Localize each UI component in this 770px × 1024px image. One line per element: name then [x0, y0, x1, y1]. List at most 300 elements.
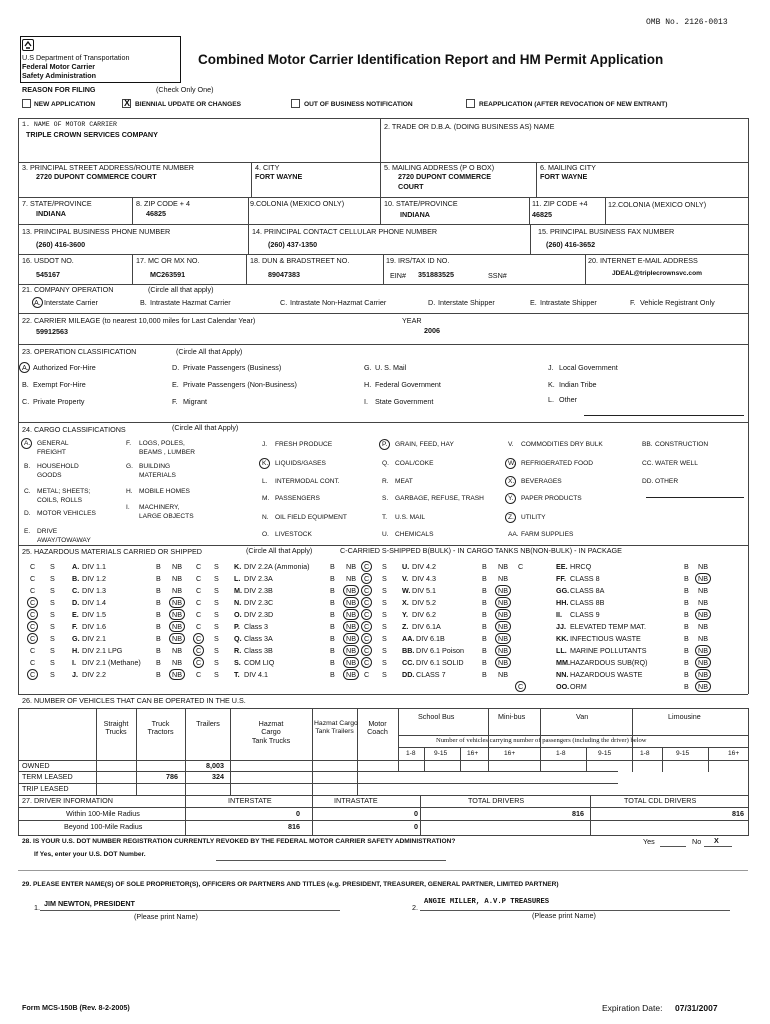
- cargo-key-24[interactable]: Y.: [508, 495, 514, 502]
- haz-col3-b-4[interactable]: B: [482, 610, 487, 619]
- haz-col4-nb-5[interactable]: NB: [698, 622, 708, 631]
- f8-label: 8. ZIP CODE + 4: [136, 199, 190, 208]
- haz-col1-label-7: DIV 2.1 LPG: [82, 646, 123, 655]
- haz-col3-c-2[interactable]: C: [364, 586, 370, 595]
- cargo-label-3: MOTOR VEHICLES: [37, 510, 96, 517]
- haz-col3-c-8[interactable]: C: [364, 658, 370, 667]
- haz-col3-s-7[interactable]: S: [382, 646, 387, 655]
- col-school-bus: School Bus: [418, 712, 455, 721]
- haz-col2-b-3[interactable]: B: [330, 598, 335, 607]
- haz-col4-nb-10[interactable]: NB: [698, 682, 708, 691]
- cargo-label-21: COMMODITIES DRY BULK: [521, 441, 603, 448]
- mailing-address-field-line1[interactable]: 2720 DUPONT COMMERCE: [398, 172, 492, 181]
- haz-col2-b-9[interactable]: B: [330, 670, 335, 679]
- reason-label: REASON FOR FILING: [22, 85, 96, 94]
- year-label: YEAR: [402, 316, 422, 325]
- cargo-label-9: FRESH PRODUCE: [275, 441, 333, 448]
- haz-col1-nb-1[interactable]: NB: [172, 574, 182, 583]
- usdot-field[interactable]: 545167: [36, 270, 60, 279]
- haz-col3-key-5: Z.: [402, 622, 409, 631]
- op23-label-1: Exempt For-Hire: [33, 380, 86, 389]
- haz-col1-s-6[interactable]: S: [50, 634, 55, 643]
- mailing-state-field[interactable]: INDIANA: [400, 210, 430, 219]
- haz-col2-nb-6[interactable]: NB: [346, 634, 356, 643]
- haz-col3-b-7[interactable]: B: [482, 646, 487, 655]
- haz-col2-s-8[interactable]: S: [214, 658, 219, 667]
- haz-col2-b-2[interactable]: B: [330, 586, 335, 595]
- haz-col3-label-4: DIV 6.2: [412, 610, 436, 619]
- op23-key-10[interactable]: K.: [548, 380, 555, 389]
- cargo-key-16[interactable]: Q.: [382, 460, 389, 467]
- haz-col2-s-3[interactable]: S: [214, 598, 219, 607]
- haz-col1-nb-0[interactable]: NB: [172, 562, 182, 571]
- cargo-key-6[interactable]: G.: [126, 463, 133, 470]
- haz-col4-nb-1[interactable]: NB: [698, 574, 708, 583]
- cargo-key-11[interactable]: L.: [262, 478, 268, 485]
- haz-col3-nb-5[interactable]: NB: [498, 622, 508, 631]
- haz-col1-nb-3[interactable]: NB: [172, 598, 182, 607]
- haz-col2-nb-1[interactable]: NB: [346, 574, 356, 583]
- haz-col2-nb-2[interactable]: NB: [346, 586, 356, 595]
- form-number: Form MCS-150B (Rev. 8-2-2005): [22, 1003, 130, 1012]
- haz-col3-key-4: Y.: [402, 610, 408, 619]
- haz-col1-b-9[interactable]: B: [156, 670, 161, 679]
- cargo-key-25[interactable]: Z.: [508, 514, 514, 521]
- business-phone-field[interactable]: (260) 416-3600: [36, 240, 86, 249]
- haz-col2-c-4[interactable]: C: [196, 610, 202, 619]
- haz-col4-key-1: FF.: [556, 574, 566, 583]
- haz-col4-b-1[interactable]: B: [684, 574, 689, 583]
- f25-legend: C-CARRIED S-SHIPPED B(BULK) - IN CARGO TANKS NB(NON-BULK) - IN PACKAGE: [340, 546, 622, 555]
- haz-col4-label-0: HRCQ: [570, 562, 592, 571]
- cargo-key-9[interactable]: J.: [262, 441, 268, 448]
- haz-col3-c-9[interactable]: C: [364, 670, 370, 679]
- zip-field[interactable]: 46825: [146, 209, 166, 218]
- haz-col3-c-3[interactable]: C: [364, 598, 370, 607]
- email-field[interactable]: JDEAL@triplecrownsvc.com: [612, 270, 702, 277]
- haz-col3-s-3[interactable]: S: [382, 598, 387, 607]
- ssn-label: SSN#: [488, 271, 507, 280]
- haz-col4-nb-7[interactable]: NB: [698, 646, 708, 655]
- haz-col1-key-0: A.: [72, 562, 80, 571]
- haz-col4-label-2: CLASS 8A: [570, 586, 605, 595]
- haz-col1-key-4: E.: [72, 610, 79, 619]
- haz-col1-nb-7[interactable]: NB: [172, 646, 182, 655]
- cargo-key-28[interactable]: CC.: [642, 460, 654, 467]
- out-of-business-checkbox[interactable]: [291, 99, 300, 108]
- haz-col2-nb-8[interactable]: NB: [346, 658, 356, 667]
- haz-col4-b-2[interactable]: B: [684, 586, 689, 595]
- cargo-key-27[interactable]: BB.: [642, 441, 653, 448]
- haz-col4-b-3[interactable]: B: [684, 598, 689, 607]
- haz-col1-c-5[interactable]: C: [30, 622, 36, 631]
- op21-key-4[interactable]: E.: [530, 298, 537, 307]
- op21-key-2[interactable]: C.: [280, 298, 288, 307]
- f28-no-mark[interactable]: X: [714, 836, 719, 845]
- haz-col2-c-5[interactable]: C: [196, 622, 202, 631]
- haz-col4-b-5[interactable]: B: [684, 622, 689, 631]
- haz-col3-s-1[interactable]: S: [382, 574, 387, 583]
- haz-col2-c-8[interactable]: C: [196, 658, 202, 667]
- out-of-business-label: OUT OF BUSINESS NOTIFICATION: [304, 101, 413, 108]
- haz-col4-nb-4[interactable]: NB: [698, 610, 708, 619]
- haz-col2-b-1[interactable]: B: [330, 574, 335, 583]
- haz-col1-label-9: DIV 2.2: [82, 670, 106, 679]
- haz-col3-b-8[interactable]: B: [482, 658, 487, 667]
- haz-col1-c-4[interactable]: C: [30, 610, 36, 619]
- haz-col3-nb-1[interactable]: NB: [498, 574, 508, 583]
- haz-col1-b-6[interactable]: B: [156, 634, 161, 643]
- haz-col2-nb-9[interactable]: NB: [346, 670, 356, 679]
- haz-col3-c-6[interactable]: C: [364, 634, 370, 643]
- op23-key-7[interactable]: H.: [364, 380, 372, 389]
- haz-col3-b-5[interactable]: B: [482, 622, 487, 631]
- cargo-key-13[interactable]: N.: [262, 514, 269, 521]
- fax-field[interactable]: (260) 416-3652: [546, 240, 596, 249]
- haz-col1-b-2[interactable]: B: [156, 586, 161, 595]
- haz-col1-b-7[interactable]: B: [156, 646, 161, 655]
- term-leased-trailers-value[interactable]: 324: [212, 772, 224, 781]
- haz-col3-c-4[interactable]: C: [364, 610, 370, 619]
- haz-col3-nb-8[interactable]: NB: [498, 658, 508, 667]
- haz-col3-b-6[interactable]: B: [482, 634, 487, 643]
- haz-col1-c-2[interactable]: C: [30, 586, 36, 595]
- term-leased-tractors-value[interactable]: 786: [166, 772, 178, 781]
- cargo-label-1: HOUSEHOLD: [37, 463, 79, 470]
- haz-col2-c-2[interactable]: C: [196, 586, 202, 595]
- mailing-address-field-line2[interactable]: COURT: [398, 182, 424, 191]
- reapplication-checkbox[interactable]: [466, 99, 475, 108]
- dun-field[interactable]: 89047383: [268, 270, 300, 279]
- haz-col3-c-7[interactable]: C: [364, 646, 370, 655]
- cargo-key-3[interactable]: D.: [24, 510, 31, 517]
- haz-col4-c-0[interactable]: C: [518, 562, 524, 571]
- haz-col2-key-0: K.: [234, 562, 242, 571]
- van-9-15: 9-15: [598, 750, 612, 757]
- haz-col3-nb-2[interactable]: NB: [498, 586, 508, 595]
- op23-key-2[interactable]: C.: [22, 397, 30, 406]
- haz-col1-b-5[interactable]: B: [156, 622, 161, 631]
- state-field[interactable]: INDIANA: [36, 209, 66, 218]
- haz-col1-s-5[interactable]: S: [50, 622, 55, 631]
- op21-key-1[interactable]: B.: [140, 298, 147, 307]
- haz-col2-s-5[interactable]: S: [214, 622, 219, 631]
- haz-col1-nb-6[interactable]: NB: [172, 634, 182, 643]
- col-limousine: Limousine: [668, 712, 701, 721]
- haz-col3-label-0: DIV 4.2: [412, 562, 436, 571]
- total-drivers-value[interactable]: 816: [572, 809, 584, 818]
- f22-label: 22. CARRIER MILEAGE (to nearest 10,000 miles for Last Calendar Year): [22, 316, 256, 325]
- officer2-name-field[interactable]: ANGIE MILLER, A.V.P TREASURES: [424, 898, 550, 906]
- op21-label-4: Intrastate Shipper: [540, 298, 597, 307]
- cargo-key-14[interactable]: O.: [262, 531, 269, 538]
- haz-col3-nb-6[interactable]: NB: [498, 634, 508, 643]
- haz-col4-key-0: EE.: [556, 562, 568, 571]
- haz-col1-c-8[interactable]: C: [30, 658, 36, 667]
- haz-col3-b-0[interactable]: B: [482, 562, 487, 571]
- haz-col4-key-9: NN.: [556, 670, 569, 679]
- haz-col4-b-7[interactable]: B: [684, 646, 689, 655]
- haz-col1-s-0[interactable]: S: [50, 562, 55, 571]
- haz-col2-s-9[interactable]: S: [214, 670, 219, 679]
- cargo-key-17[interactable]: R.: [382, 478, 389, 485]
- ein-field[interactable]: 351883525: [418, 270, 454, 279]
- haz-col1-s-7[interactable]: S: [50, 646, 55, 655]
- total-cdl-header: TOTAL CDL DRIVERS: [624, 796, 697, 805]
- haz-col1-s-8[interactable]: S: [50, 658, 55, 667]
- haz-col1-b-3[interactable]: B: [156, 598, 161, 607]
- total-cdl-drivers-value[interactable]: 816: [732, 809, 744, 818]
- haz-col3-c-1[interactable]: C: [364, 574, 370, 583]
- haz-col3-s-2[interactable]: S: [382, 586, 387, 595]
- haz-col1-s-1[interactable]: S: [50, 574, 55, 583]
- haz-col3-c-5[interactable]: C: [364, 622, 370, 631]
- haz-col2-nb-7[interactable]: NB: [346, 646, 356, 655]
- cargo-key-2[interactable]: C.: [24, 488, 31, 495]
- haz-col2-b-8[interactable]: B: [330, 658, 335, 667]
- cargo-key-8[interactable]: I.: [126, 504, 130, 511]
- haz-col2-c-6[interactable]: C: [196, 634, 202, 643]
- haz-col4-c-10[interactable]: C: [518, 682, 524, 691]
- cargo-label-22: REFRIGERATED FOOD: [521, 460, 594, 467]
- haz-col2-b-6[interactable]: B: [330, 634, 335, 643]
- haz-col1-c-1[interactable]: C: [30, 574, 36, 583]
- haz-col2-c-0[interactable]: C: [196, 562, 202, 571]
- f19-label: 19. IRS/TAX ID NO.: [386, 256, 450, 265]
- haz-col3-label-9: CLASS 7: [416, 670, 446, 679]
- haz-col4-b-4[interactable]: B: [684, 610, 689, 619]
- haz-col1-c-7[interactable]: C: [30, 646, 36, 655]
- cargo-key-10[interactable]: K.: [262, 460, 269, 467]
- haz-col3-s-0[interactable]: S: [382, 562, 387, 571]
- haz-col4-b-6[interactable]: B: [684, 634, 689, 643]
- haz-col2-label-6: Class 3A: [244, 634, 273, 643]
- haz-col2-s-1[interactable]: S: [214, 574, 219, 583]
- op23-key-3[interactable]: D.: [172, 363, 180, 372]
- haz-col3-s-8[interactable]: S: [382, 658, 387, 667]
- haz-col4-b-10[interactable]: B: [684, 682, 689, 691]
- haz-col4-nb-9[interactable]: NB: [698, 670, 708, 679]
- haz-col1-nb-8[interactable]: NB: [172, 658, 182, 667]
- haz-col2-key-1: L.: [234, 574, 241, 583]
- op23-key-1[interactable]: B.: [22, 380, 29, 389]
- haz-col2-c-3[interactable]: C: [196, 598, 202, 607]
- haz-col2-s-6[interactable]: S: [214, 634, 219, 643]
- year-field[interactable]: 2006: [424, 326, 440, 335]
- dba-name-field[interactable]: [384, 134, 744, 158]
- street-address-field[interactable]: 2720 DUPONT COMMERCE COURT: [36, 172, 157, 181]
- haz-col2-s-0[interactable]: S: [214, 562, 219, 571]
- op23-key-4[interactable]: E.: [172, 380, 179, 389]
- beyond-interstate-value[interactable]: 816: [288, 822, 300, 831]
- haz-col3-s-5[interactable]: S: [382, 622, 387, 631]
- new-application-checkbox[interactable]: [22, 99, 31, 108]
- op21-label-2: Intrastate Non-Hazmat Carrier: [290, 298, 387, 307]
- mileage-field[interactable]: 59912563: [36, 327, 68, 336]
- haz-col4-key-10: OO.: [556, 682, 570, 691]
- haz-col4-b-9[interactable]: B: [684, 670, 689, 679]
- biennial-update-checkbox[interactable]: [122, 99, 131, 108]
- op23-key-6[interactable]: G.: [364, 363, 372, 372]
- haz-col3-b-3[interactable]: B: [482, 598, 487, 607]
- haz-col1-b-8[interactable]: B: [156, 658, 161, 667]
- beyond-intrastate-value[interactable]: 0: [414, 822, 418, 831]
- cell-phone-field[interactable]: (260) 437-1350: [268, 240, 318, 249]
- mailing-city-field[interactable]: FORT WAYNE: [540, 172, 588, 181]
- haz-col2-nb-0[interactable]: NB: [346, 562, 356, 571]
- haz-col4-b-0[interactable]: B: [684, 562, 689, 571]
- owned-trailers-value[interactable]: 8,003: [206, 761, 224, 770]
- haz-col3-nb-9[interactable]: NB: [498, 670, 508, 679]
- officer1-name-field[interactable]: JIM NEWTON, PRESIDENT: [44, 899, 135, 908]
- cargo-key-29[interactable]: DD.: [642, 478, 654, 485]
- interstate-header: INTERSTATE: [228, 796, 272, 805]
- cargo-label-16: COAL/COKE: [395, 460, 434, 467]
- op23-key-9[interactable]: J.: [548, 363, 554, 372]
- haz-col2-s-4[interactable]: S: [214, 610, 219, 619]
- haz-col3-c-0[interactable]: C: [364, 562, 370, 571]
- haz-col3-b-2[interactable]: B: [482, 586, 487, 595]
- haz-col1-c-3[interactable]: C: [30, 598, 36, 607]
- op23-label-10: Indian Tribe: [559, 380, 597, 389]
- op21-key-3[interactable]: D.: [428, 298, 436, 307]
- haz-col1-b-1[interactable]: B: [156, 574, 161, 583]
- haz-col3-label-6: DIV 6.1B: [416, 634, 445, 643]
- cargo-key-15[interactable]: P.: [382, 441, 388, 448]
- haz-col1-s-2[interactable]: S: [50, 586, 55, 595]
- cargo-key-0[interactable]: A.: [24, 440, 31, 447]
- cargo-key-19[interactable]: T.: [382, 514, 388, 521]
- haz-col3-s-4[interactable]: S: [382, 610, 387, 619]
- city-field[interactable]: FORT WAYNE: [255, 172, 303, 181]
- haz-col2-nb-3[interactable]: NB: [346, 598, 356, 607]
- op21-key-5[interactable]: F.: [630, 298, 636, 307]
- haz-col1-nb-5[interactable]: NB: [172, 622, 182, 631]
- haz-col3-b-9[interactable]: B: [482, 670, 487, 679]
- haz-col1-label-1: DIV 1.2: [82, 574, 106, 583]
- haz-col2-c-9[interactable]: C: [196, 670, 202, 679]
- haz-col4-key-8: MM.: [556, 658, 570, 667]
- cargo-key-22[interactable]: W.: [508, 460, 516, 467]
- haz-col1-s-3[interactable]: S: [50, 598, 55, 607]
- cargo-key-4[interactable]: E.: [24, 528, 31, 535]
- cargo-label2-5: BEAMS , LUMBER: [139, 449, 196, 456]
- f20-label: 20. INTERNET E-MAIL ADDRESS: [588, 256, 698, 265]
- cargo-label-12: PASSENGERS: [275, 495, 320, 502]
- f21-hint: (Circle all that apply): [148, 285, 214, 294]
- f3-label: 3. PRINCIPAL STREET ADDRESS/ROUTE NUMBER: [22, 163, 194, 172]
- haz-col1-s-9[interactable]: S: [50, 670, 55, 679]
- haz-col2-b-0[interactable]: B: [330, 562, 335, 571]
- haz-col2-c-7[interactable]: C: [196, 646, 202, 655]
- haz-col4-nb-3[interactable]: NB: [698, 598, 708, 607]
- cargo-label-24: PAPER PRODUCTS: [521, 495, 582, 502]
- f23-hint: (Circle All that Apply): [176, 347, 243, 356]
- haz-col4-key-4: II.: [556, 610, 562, 619]
- haz-col1-nb-2[interactable]: NB: [172, 586, 182, 595]
- limo-1-8: 1-8: [640, 750, 650, 757]
- op21-label-1: Intrastate Hazmat Carrier: [150, 298, 231, 307]
- haz-col4-nb-8[interactable]: NB: [698, 658, 708, 667]
- haz-col1-c-0[interactable]: C: [30, 562, 36, 571]
- mailing-zip-field[interactable]: 46825: [532, 210, 552, 219]
- haz-col2-nb-4[interactable]: NB: [346, 610, 356, 619]
- cargo-label-18: GARBAGE, REFUSE, TRASH: [395, 495, 484, 502]
- haz-col3-nb-4[interactable]: NB: [498, 610, 508, 619]
- haz-col1-nb-4[interactable]: NB: [172, 610, 182, 619]
- op23-label-11: Other: [559, 395, 577, 404]
- haz-col1-b-0[interactable]: B: [156, 562, 161, 571]
- cargo-key-20[interactable]: U.: [382, 531, 389, 538]
- haz-col1-c-9[interactable]: C: [30, 670, 36, 679]
- op23-key-5[interactable]: F.: [172, 397, 178, 406]
- cargo-key-5[interactable]: F.: [126, 440, 132, 447]
- cargo-key-12[interactable]: M.: [262, 495, 270, 502]
- haz-col3-s-9[interactable]: S: [382, 670, 387, 679]
- haz-col1-b-4[interactable]: B: [156, 610, 161, 619]
- haz-col3-key-9: DD.: [402, 670, 415, 679]
- cargo-key-26[interactable]: AA.: [508, 531, 519, 538]
- cargo-key-21[interactable]: V.: [508, 441, 514, 448]
- op21-key-0[interactable]: A.: [34, 298, 41, 307]
- haz-col2-b-4[interactable]: B: [330, 610, 335, 619]
- within-interstate-value[interactable]: 0: [296, 809, 300, 818]
- expiration-label: Expiration Date:: [602, 1003, 663, 1013]
- haz-col2-nb-5[interactable]: NB: [346, 622, 356, 631]
- f7-label: 7. STATE/PROVINCE: [22, 199, 92, 208]
- haz-col2-b-7[interactable]: B: [330, 646, 335, 655]
- haz-col2-b-5[interactable]: B: [330, 622, 335, 631]
- f14-label: 14. PRINCIPAL CONTACT CELLULAR PHONE NUMBER: [252, 227, 438, 236]
- haz-col3-nb-3[interactable]: NB: [498, 598, 508, 607]
- f6-label: 6. MAILING CITY: [540, 163, 596, 172]
- reason-hint: (Check Only One): [156, 85, 214, 94]
- haz-col4-label-10: ORM: [570, 682, 587, 691]
- cargo-key-7[interactable]: H.: [126, 488, 133, 495]
- cargo-key-1[interactable]: B.: [24, 463, 31, 470]
- haz-col2-key-3: N.: [234, 598, 242, 607]
- haz-col2-c-1[interactable]: C: [196, 574, 202, 583]
- cargo-label-8: MACHINERY,: [139, 504, 180, 511]
- haz-col1-nb-9[interactable]: NB: [172, 670, 182, 679]
- haz-col4-label-1: CLASS 8: [570, 574, 600, 583]
- haz-col4-nb-6[interactable]: NB: [698, 634, 708, 643]
- haz-col4-nb-2[interactable]: NB: [698, 586, 708, 595]
- haz-col2-s-2[interactable]: S: [214, 586, 219, 595]
- cargo-key-23[interactable]: X.: [508, 478, 515, 485]
- op23-key-8[interactable]: I.: [364, 397, 368, 406]
- op23-key-0[interactable]: A.: [22, 363, 29, 372]
- haz-col2-s-7[interactable]: S: [214, 646, 219, 655]
- within-intrastate-value[interactable]: 0: [414, 809, 418, 818]
- haz-col4-b-8[interactable]: B: [684, 658, 689, 667]
- carrier-name-field[interactable]: TRIPLE CROWN SERVICES COMPANY: [26, 130, 158, 139]
- haz-col1-key-3: D.: [72, 598, 80, 607]
- cargo-key-18[interactable]: S.: [382, 495, 389, 502]
- haz-col3-s-6[interactable]: S: [382, 634, 387, 643]
- f24-label: 24. CARGO CLASSIFICATIONS: [22, 425, 126, 434]
- haz-col4-nb-0[interactable]: NB: [698, 562, 708, 571]
- haz-col1-label-0: DIV 1.1: [82, 562, 106, 571]
- haz-col1-s-4[interactable]: S: [50, 610, 55, 619]
- haz-col3-nb-0[interactable]: NB: [498, 562, 508, 571]
- haz-col3-nb-7[interactable]: NB: [498, 646, 508, 655]
- mc-number-field[interactable]: MC263591: [150, 270, 186, 279]
- haz-col1-c-6[interactable]: C: [30, 634, 36, 643]
- haz-col3-b-1[interactable]: B: [482, 574, 487, 583]
- cargo-label2-8: LARGE OBJECTS: [139, 513, 194, 520]
- op23-key-11[interactable]: L.: [548, 395, 554, 404]
